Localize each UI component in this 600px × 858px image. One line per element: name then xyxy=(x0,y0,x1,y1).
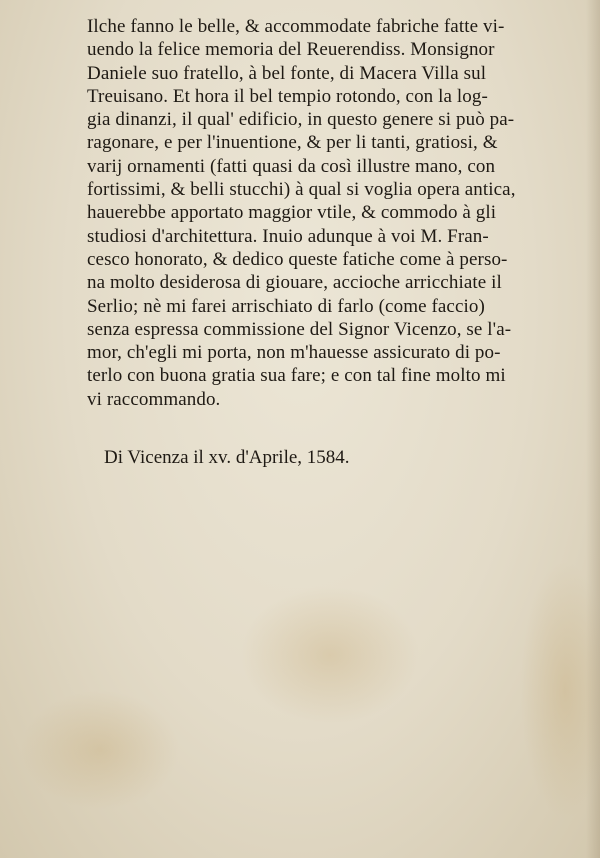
text-line: vi raccommando. xyxy=(87,388,221,410)
text-line: gia dinanzi, il qual' edificio, in questo genere si può pa- xyxy=(87,109,515,131)
paper-stain xyxy=(240,585,420,725)
text-line: Ilche fanno le belle, & accommodate fabriche fatte vi- xyxy=(87,16,505,37)
text-line: studiosi d'architettura. Inuio adunque à voi M. Fran- xyxy=(87,225,489,247)
text-line: ragonare, e per l'inuentione, & per li tanti, gratiosi, & xyxy=(87,132,498,154)
paper-stain xyxy=(20,690,180,810)
letter-body xyxy=(87,15,574,411)
text-line: fortissimi, & belli stucchi) à qual si voglia opera antica, xyxy=(87,179,516,201)
date-signoff: Di Vicenza il xv. d'Aprile, 1584. xyxy=(104,447,350,468)
text-line: cesco honorato, & dedico queste fatiche come à perso- xyxy=(87,248,508,270)
text-line: Serlio; nè mi farei arrischiato di farlo (come faccio) xyxy=(87,295,485,317)
text-line: hauerebbe apportato maggior vtile, & commodo à gli xyxy=(87,202,497,224)
text-line: mor, ch'egli mi porta, non m'hauesse assicurato di po- xyxy=(87,342,501,364)
text-line: Daniele suo fratello, à bel fonte, di Macera Villa sul xyxy=(87,62,487,84)
text-line: uendo la felice memoria del Reuerendiss. Monsignor xyxy=(87,39,495,61)
page-edge-shadow xyxy=(586,0,600,858)
text-line: na molto desiderosa di giouare, accioche arricchiate il xyxy=(87,272,502,294)
text-line: Treuisano. Et hora il bel tempio rotondo, con la log- xyxy=(87,85,488,107)
text-line: terlo con buona gratia sua fare; e con tal fine molto mi xyxy=(87,365,506,387)
text-line: varij ornamenti (fatti quasi da così illustre mano, con xyxy=(87,155,496,177)
text-line: senza espressa commissione del Signor Vicenzo, se l'a- xyxy=(87,318,512,340)
